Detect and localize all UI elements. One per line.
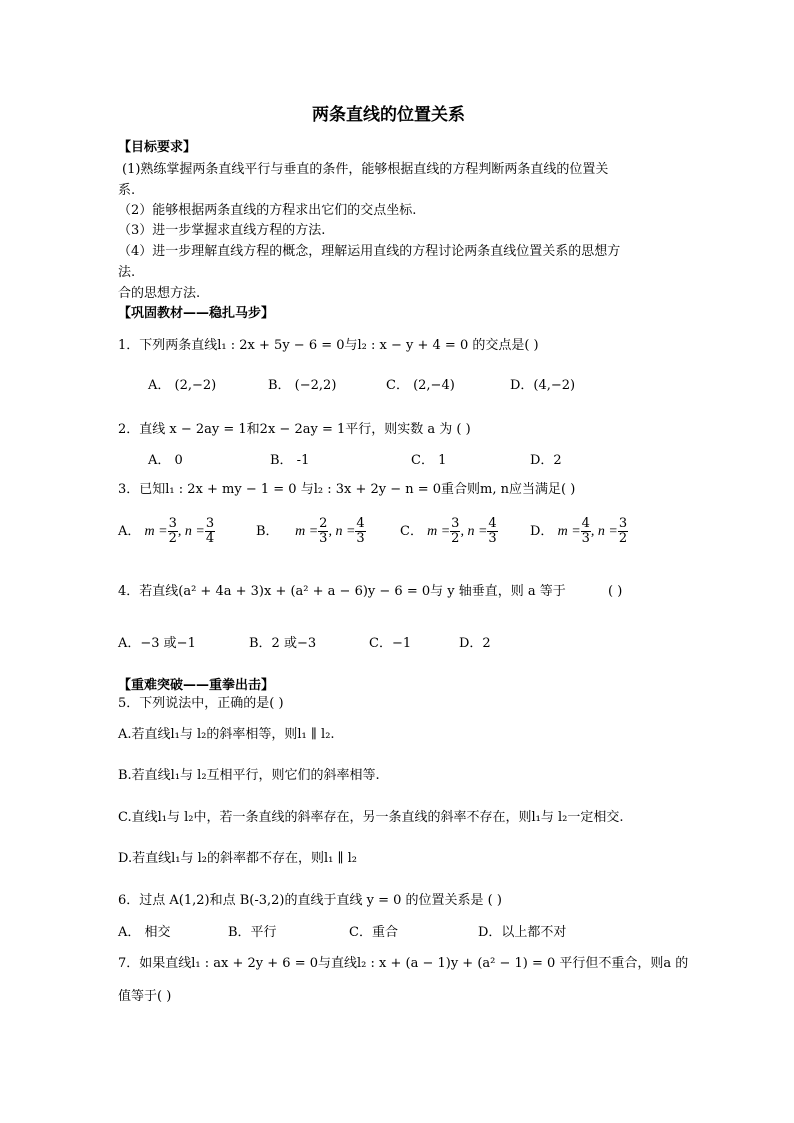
- q3-b-n: , n =: [328, 524, 356, 539]
- q3-b-m: m =: [295, 524, 319, 539]
- page-title: 两条直线的位置关系: [312, 105, 465, 125]
- q3-c-m: m =: [427, 524, 451, 539]
- goal-3: （3）进一步掌握求直线方程的方法.: [118, 223, 326, 238]
- section-consolidate: 【巩固教材——稳扎马步】: [118, 306, 275, 321]
- q2-option-b: B． -1: [270, 453, 310, 468]
- q5-stem: 5．下列说法中，正确的是( ): [118, 696, 284, 711]
- q3-d-n: , n =: [590, 524, 618, 539]
- q4-option-a: A．−3 或−1: [118, 636, 196, 651]
- q3-c-n-frac: $\frac{4}{3}$: [488, 516, 497, 546]
- q3-a-m: m =: [144, 524, 168, 539]
- q3-option-a: [118, 515, 215, 549]
- q3-a-m-frac: $\frac{3}{2}$: [168, 516, 177, 546]
- q6-option-a: A． 相交: [118, 925, 171, 940]
- q3-a-n: , n =: [177, 524, 205, 539]
- q7-line-2: 值等于( ): [118, 989, 172, 1004]
- q5-option-c: C.直线l₁与 l₂中，若一条直线的斜率存在，另一条直线的斜率不存在，则l₁与 l₂一定相交.: [118, 810, 624, 825]
- q4-stem: 4．若直线(a² + 4a + 3)x + (a² + a − 6)y − 6 = 0与 y 轴垂直，则 a 等于: [118, 584, 566, 599]
- q3-a-n-frac: $\frac{3}{4}$: [205, 516, 215, 546]
- q5-option-a: A.若直线l₁与 l₂的斜率相等，则l₁ ∥ l₂.: [118, 727, 335, 742]
- q3-b-m-frac: $\frac{2}{3}$: [319, 516, 328, 546]
- q3-option-d: [530, 515, 628, 549]
- q3-b-n-frac: $\frac{4}{3}$: [356, 516, 365, 546]
- q3-a-label: A．: [118, 524, 141, 539]
- q3-stem: 3．已知l₁ : 2x + my − 1 = 0 与l₂ : 3x + 2y − n = 0重合则m, n应当满足( ): [118, 482, 576, 497]
- goal-1b: 系.: [118, 183, 136, 198]
- section-goals: 【目标要求】: [118, 140, 197, 155]
- q6-option-c: C．重合: [349, 925, 398, 940]
- q3-c-n: , n =: [460, 524, 488, 539]
- q5-option-d: D.若直线l₁与 l₂的斜率都不存在，则l₁ ∥ l₂: [118, 851, 357, 866]
- goal-2: （2）能够根据两条直线的方程求出它们的交点坐标.: [118, 203, 417, 218]
- q3-d-m-frac: $\frac{4}{3}$: [581, 516, 590, 546]
- q3-d-label: D．: [530, 524, 554, 539]
- q3-option-c: [400, 515, 498, 549]
- q1-option-d: D．(4,−2): [510, 378, 576, 393]
- q2-option-a: A． 0: [148, 453, 183, 468]
- q1-stem: 1．下列两条直线l₁ : 2x + 5y − 6 = 0与l₂ : x − y + 4 = 0 的交点是( ): [118, 338, 539, 353]
- q6-option-b: B．平行: [228, 925, 277, 940]
- q3-d-n-frac: $\frac{3}{2}$: [618, 516, 628, 546]
- q6-option-d: D．以上都不对: [478, 925, 567, 940]
- q3-option-b: [256, 515, 366, 549]
- goal-1a: (1)熟练掌握两条直线平行与垂直的条件，能够根据直线的方程判断两条直线的位置关: [122, 162, 609, 177]
- q2-option-c: C． 1: [411, 453, 447, 468]
- goal-4b: 法.: [118, 265, 136, 280]
- q3-b-label: B．: [256, 524, 279, 539]
- section-breakthrough: 【重难突破——重拳出击】: [118, 678, 275, 693]
- q4-paren: ( ): [608, 584, 623, 599]
- goal-5: 合的思想方法.: [118, 286, 201, 301]
- q1-option-c: C． (2,−4): [386, 378, 455, 393]
- q4-option-c: C．−1: [369, 636, 412, 651]
- q2-option-d: D．2: [530, 453, 562, 468]
- q2-stem: 2．直线 x − 2ay = 1和2x − 2ay = 1平行，则实数 a 为 ( ): [118, 422, 471, 437]
- q3-c-m-frac: $\frac{3}{2}$: [451, 516, 460, 546]
- q3-c-label: C．: [400, 524, 423, 539]
- goal-4a: （4）进一步理解直线方程的概念，理解运用直线的方程讨论两条直线位置关系的思想方: [118, 244, 621, 259]
- q7-line-1: 7．如果直线l₁ : ax + 2y + 6 = 0与直线l₂ : x + (a − 1)y + (a² − 1) = 0 平行但不重合，则a 的: [118, 956, 689, 971]
- q3-d-m: m =: [557, 524, 581, 539]
- q4-option-b: B．2 或−3: [249, 636, 317, 651]
- q4-option-d: D．2: [459, 636, 491, 651]
- q6-stem: 6．过点 A(1,2)和点 B(-3,2)的直线于直线 y = 0 的位置关系是 ( ): [118, 893, 502, 908]
- q1-option-a: A． (2,−2): [148, 378, 217, 393]
- q5-option-b: B.若直线l₁与 l₂互相平行，则它们的斜率相等.: [118, 768, 380, 783]
- q1-option-b: B． (−2,2): [268, 378, 337, 393]
